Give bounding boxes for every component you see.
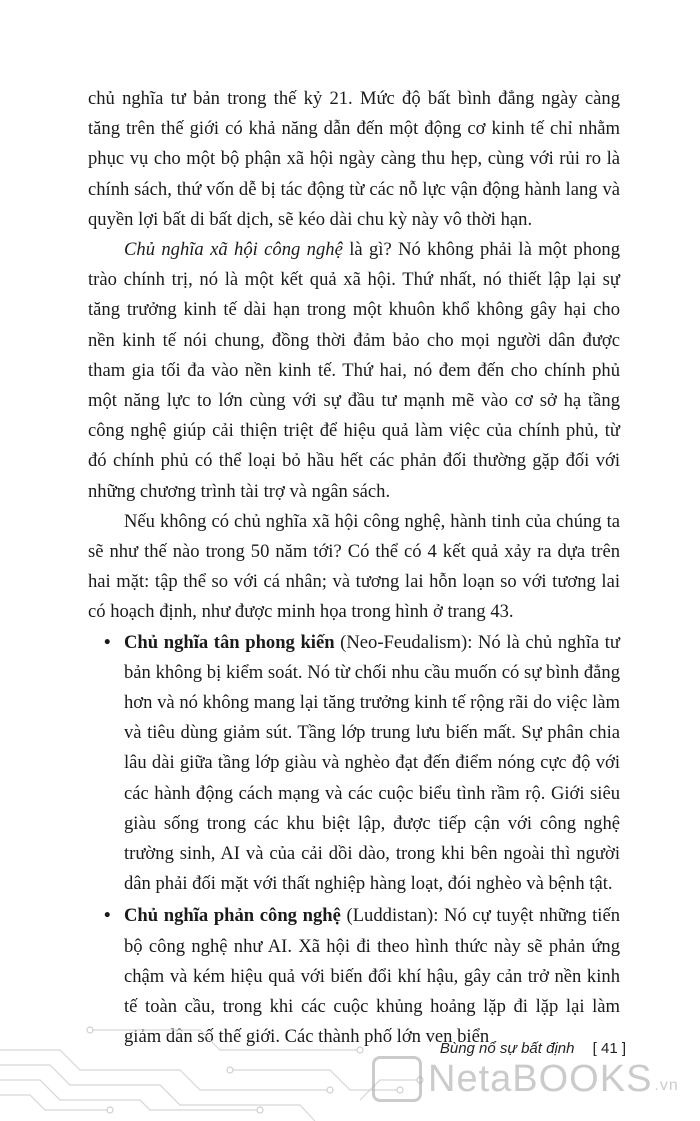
bullet-text: (Luddistan): Nó cự tuyệt những tiến bộ công nghệ như AI. Xã hội đi theo hình thức này sẽ phản ứng chậm và kém hiệu quả với biến đổi khí hậu, gây cản trở nền kinh tế toàn cầu, trong khi các cuộc khủng hoảng lặp đi lặp lại làm giảm dân số thế giới. Các thành phố lớn ven biển (124, 905, 620, 1048)
netabooks-logo-icon (372, 1056, 422, 1102)
bullet-list (88, 628, 620, 1053)
footer-book-title: Bùng nổ sự bất định (439, 1040, 575, 1057)
watermark-suffix: .vn (654, 1077, 679, 1094)
page-body (88, 84, 620, 1053)
footer-page-number: [ 41 ] (592, 1040, 626, 1057)
watermark (372, 1054, 692, 1104)
paragraph-3: Nếu không có chủ nghĩa xã hội công nghệ, hành tinh của chúng ta sẽ như thế nào trong 50 năm tới? Có thể có 4 kết quả xảy ra dựa trên hai mặt: tập thể so với cá nhân; và tương lai hỗn loạn so với tương lai có hoạch định, như được minh họa trong hình ở trang 43. (88, 510, 620, 623)
bullet-text: (Neo-Feudalism): Nó là chủ nghĩa tư bản không bị kiểm soát. Nó từ chối nhu cầu muốn có sự bình đẳng hơn và nó không mang lại tăng trưởng kinh tế rộng rãi do việc làm và tiêu dùng giảm sút. Tầng lớp trung lưu biến mất. Sự phân chia lâu dài giữa tầng lớp giàu và nghèo đạt đến điểm nóng cực độ với các hành động cách mạng và các cuộc biểu tình rầm rộ. Giới siêu giàu sống trong các khu biệt lập, được tiếp cận với công nghệ trường sinh, AI và của cải dồi dào, trong khi bên ngoài thì người dân phải đối mặt với thất nghiệp hàng loạt, đói nghèo và bệnh tật. (124, 631, 620, 895)
bullet-term: Chủ nghĩa phản công nghệ (124, 905, 341, 927)
watermark-brand: NetaBOOKS (428, 1057, 653, 1100)
italic-term: Chủ nghĩa xã hội công nghệ (124, 239, 343, 261)
bullet-item-neo-feudalism (104, 628, 620, 900)
paragraph-1: chủ nghĩa tư bản trong thế kỷ 21. Mức độ bất bình đẳng ngày càng tăng trên thế giới có khả năng dẫn đến một động cơ kinh tế chỉ nhằm phục vụ cho một bộ phận xã hội ngày càng thu hẹp, cùng với rủi ro là chính sách, thứ vốn dễ bị tác động từ các nỗ lực vận động hành lang và quyền lợi bất di bất dịch, sẽ kéo dài chu kỳ này vô thời hạn. (88, 88, 620, 230)
bullet-icon: • (104, 631, 111, 653)
paragraph-2 (88, 235, 620, 507)
paragraph-2-text: là gì? Nó không phải là một phong trào chính trị, nó là một kết quả xã hội. Thứ nhất, nó thiết lập lại sự tăng trưởng kinh tế dài hạn trong một khuôn khổ không gây hại cho nền kinh tế nói chung, đồng thời đảm bảo cho mọi người dân được tham gia tối đa vào nền kinh tế. Thứ hai, nó đem đến cho chính phủ một năng lực to lớn cùng với sự đầu tư mạnh mẽ vào cơ sở hạ tầng công nghệ giúp cải thiện triệt để hiệu quả làm việc của chính phủ, từ đó chính phủ có thể loại bỏ hầu hết các phản đối thường gặp đối với những chương trình tài trợ và ngân sách. (88, 239, 621, 502)
bullet-term: Chủ nghĩa tân phong kiến (124, 631, 335, 653)
bullet-icon: • (104, 905, 111, 927)
